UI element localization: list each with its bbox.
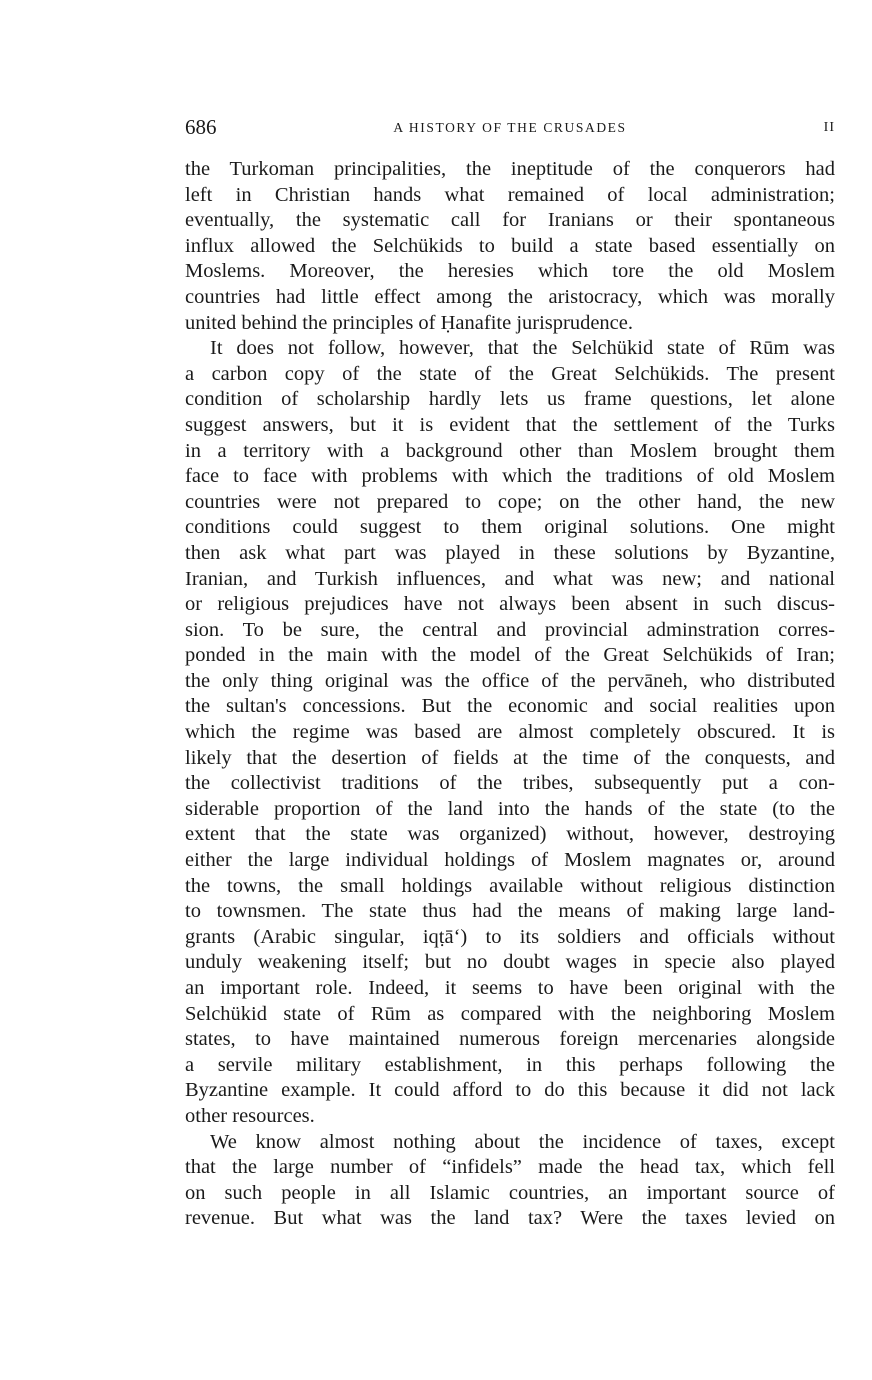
text-line: which the regime was based are almost completely obscured. It is: [185, 721, 835, 744]
running-head: [185, 112, 835, 142]
text-line: then ask what part was played in these solutions by Byzantine,: [185, 541, 835, 564]
text-line: face to face with problems with which the traditions of old Moslem: [185, 465, 835, 488]
paragraph-1: [185, 157, 835, 336]
text-line: eventually, the systematic call for Iranians or their spontaneous: [185, 209, 835, 232]
text-line: siderable proportion of the land into the hands of the state (to the: [185, 797, 835, 820]
text-line: either the large individual holdings of Moslem magnates or, around: [185, 849, 835, 872]
text-line: in a territory with a background other than Moslem brought them: [185, 439, 835, 462]
text-line: the collectivist traditions of the tribes, subsequently put a con-: [185, 772, 835, 795]
text-line: grants (Arabic singular, iqṭā‘) to its soldiers and officials without: [185, 925, 835, 948]
paragraph-2: [185, 336, 835, 1129]
text-line: influx allowed the Selchükids to build a state based essentially on: [185, 234, 835, 257]
text-line: unduly weakening itself; but no doubt wages in specie also played: [185, 951, 835, 974]
text-line: We know almost nothing about the incidence of taxes, except: [210, 1130, 835, 1153]
text-line: that the large number of “infidels” made the head tax, which fell: [185, 1156, 835, 1179]
text-line: ponded in the main with the model of the Great Selchükids of Iran;: [185, 644, 835, 667]
text-line: countries were not prepared to cope; on the other hand, the new: [185, 490, 835, 513]
text-line: extent that the state was organized) without, however, destroying: [185, 823, 835, 846]
text-line: revenue. But what was the land tax? Were the taxes levied on: [185, 1207, 835, 1230]
text-line: other resources.: [185, 1104, 315, 1127]
page-number: 686: [185, 115, 217, 139]
text-line: to townsmen. The state thus had the means of making large land-: [185, 900, 835, 923]
text-line: the sultan's concessions. But the economic and social realities upon: [185, 695, 835, 718]
text-line: It does not follow, however, that the Selchükid state of Rūm was: [210, 337, 835, 360]
text-line: an important role. Indeed, it seems to have been original with the: [185, 977, 835, 999]
text-line: Iranian, and Turkish influences, and what was new; and national: [185, 567, 835, 590]
text-line: on such people in all Islamic countries, an important source of: [185, 1181, 835, 1204]
text-line: conditions could suggest to them original solutions. One might: [185, 516, 835, 539]
text-line: suggest answers, but it is evident that the settlement of the Turks: [185, 413, 835, 436]
volume-number: II: [823, 120, 835, 135]
text-line: countries had little effect among the aristocracy, which was morally: [185, 285, 835, 308]
text-line: condition of scholarship hardly lets us frame questions, let alone: [185, 388, 835, 411]
text-line: left in Christian hands what remained of local administration;: [185, 183, 835, 206]
text-line: sion. To be sure, the central and provincial adminstration corres-: [185, 618, 835, 641]
text-line: or religious prejudices have not always been absent in such discus-: [185, 593, 835, 616]
text-line: a servile military establishment, in this perhaps following the: [185, 1053, 835, 1076]
text-line: the towns, the small holdings available without religious distinction: [185, 874, 835, 897]
text-line: states, to have maintained numerous foreign mercenaries alongside: [185, 1028, 835, 1051]
text-line: Moslems. Moreover, the heresies which tore the old Moslem: [185, 260, 835, 283]
text-line: Byzantine example. It could afford to do this because it did not lack: [185, 1079, 835, 1102]
text-line: united behind the principles of Ḥanafite jurisprudence.: [185, 311, 634, 334]
text-line: a carbon copy of the state of the Great Selchükids. The present: [185, 362, 835, 385]
text-line: the only thing original was the office of the pervāneh, who distributed: [185, 669, 835, 692]
text-line: Selchükid state of Rūm as compared with the neighboring Moslem: [185, 1002, 835, 1025]
running-title: A HISTORY OF THE CRUSADES: [393, 120, 627, 135]
text-line: the Turkoman principalities, the ineptitude of the conquerors had: [185, 158, 835, 180]
paragraph-3: [185, 1130, 835, 1232]
body-text: [185, 157, 835, 1232]
text-line: likely that the desertion of fields at the time of the conquests, and: [185, 746, 835, 769]
book-page: [185, 112, 835, 1232]
